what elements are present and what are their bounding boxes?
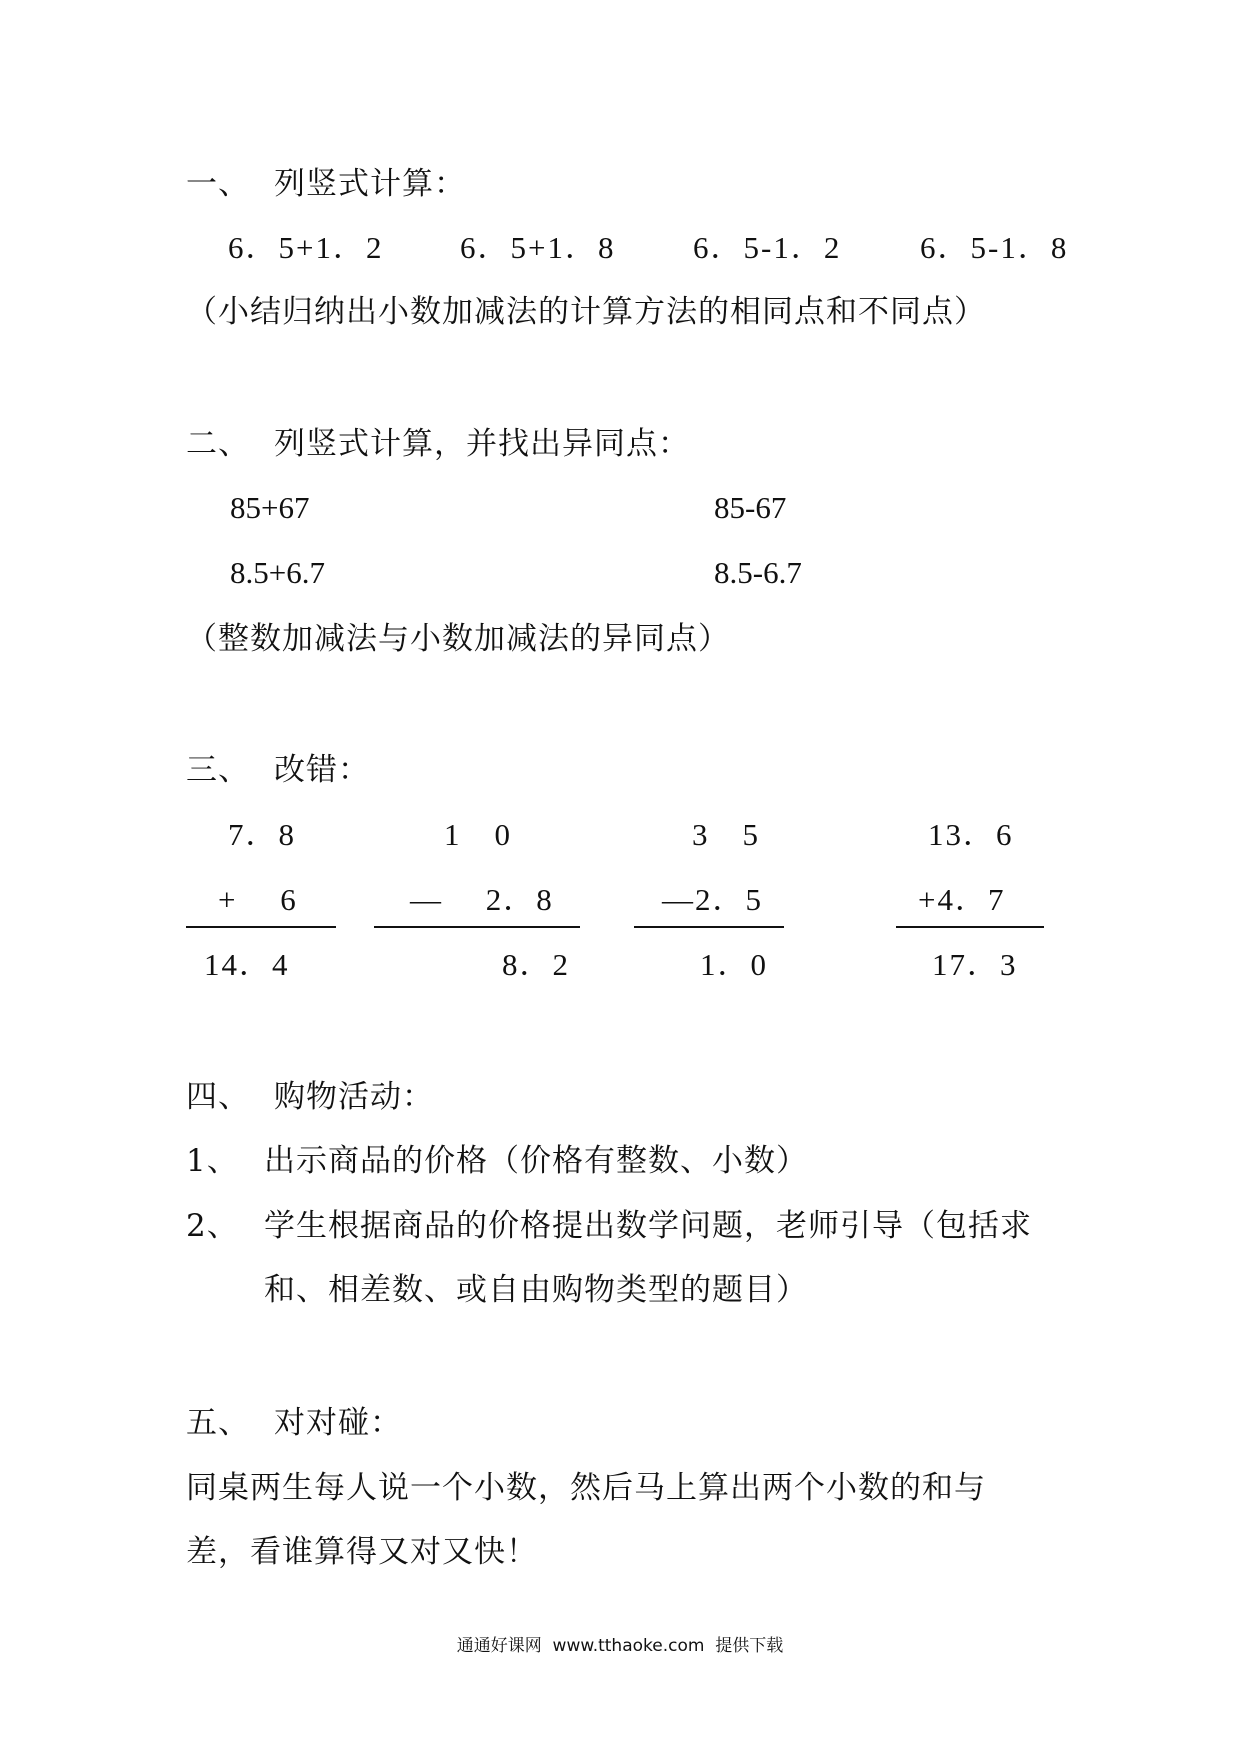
section4-item1-text: 出示商品的价格（价格有整数、小数） <box>264 1143 808 1179</box>
correction-c-top: 3 5 <box>692 817 760 852</box>
section4-item2-text: 学生根据商品的价格提出数学问题，老师引导（包括求 <box>264 1208 1032 1244</box>
footer-source: 通通好课网 www.tthaoke.com 提供下载 <box>456 1636 784 1656</box>
section1-problem-3: 6．5-1．2 <box>693 230 842 265</box>
section4-item2-number: 2、 <box>186 1208 239 1244</box>
section1-problem-4: 6．5-1．8 <box>920 230 1069 265</box>
correction-a-result: 14．4 <box>204 947 290 982</box>
section2-note: （整数加减法与小数加减法的异同点） <box>186 621 730 657</box>
correction-b-line <box>374 926 580 928</box>
correction-d-top: 13．6 <box>928 817 1014 852</box>
correction-c-result: 1．0 <box>700 947 768 982</box>
section3-heading: 改错： <box>274 752 370 788</box>
section5-heading: 对对碰： <box>274 1405 402 1441</box>
section2-problem-3: 8.5+6.7 <box>230 555 325 590</box>
correction-b-result: 8．2 <box>502 947 570 982</box>
correction-a-line <box>186 926 336 928</box>
correction-d-operand: +4．7 <box>918 882 1006 917</box>
section1-note: （小结归纳出小数加减法的计算方法的相同点和不同点） <box>186 294 986 330</box>
section1-problem-2: 6．5+1．8 <box>460 230 616 265</box>
section4-number: 四、 <box>186 1079 250 1115</box>
section5-line-1: 同桌两生每人说一个小数，然后马上算出两个小数的和与 <box>186 1470 986 1506</box>
section5-number: 五、 <box>186 1405 250 1441</box>
section3-number: 三、 <box>186 752 250 788</box>
section1-heading: 列竖式计算： <box>274 166 466 202</box>
correction-b-operand: — 2．8 <box>410 882 554 917</box>
section2-number: 二、 <box>186 426 250 462</box>
correction-b-top: 1 0 <box>444 817 512 852</box>
section4-item1-number: 1、 <box>186 1143 239 1179</box>
section1-number: 一、 <box>186 166 250 202</box>
correction-d-result: 17．3 <box>932 947 1018 982</box>
correction-c-operand: —2．5 <box>662 882 763 917</box>
correction-a-operand: + 6 <box>218 882 298 917</box>
section4-heading: 购物活动： <box>274 1079 434 1115</box>
correction-d-line <box>896 926 1044 928</box>
section2-problem-4: 8.5-6.7 <box>714 555 802 590</box>
correction-a-top: 7．8 <box>228 817 296 852</box>
section1-problem-1: 6．5+1．2 <box>228 230 384 265</box>
section2-problem-2: 85-67 <box>714 490 787 525</box>
section4-item2-text-cont: 和、相差数、或自由购物类型的题目） <box>264 1272 808 1308</box>
section2-problem-1: 85+67 <box>230 490 310 525</box>
correction-c-line <box>634 926 784 928</box>
section5-line-2: 差，看谁算得又对又快！ <box>186 1534 538 1570</box>
section2-heading: 列竖式计算，并找出异同点： <box>274 426 690 462</box>
